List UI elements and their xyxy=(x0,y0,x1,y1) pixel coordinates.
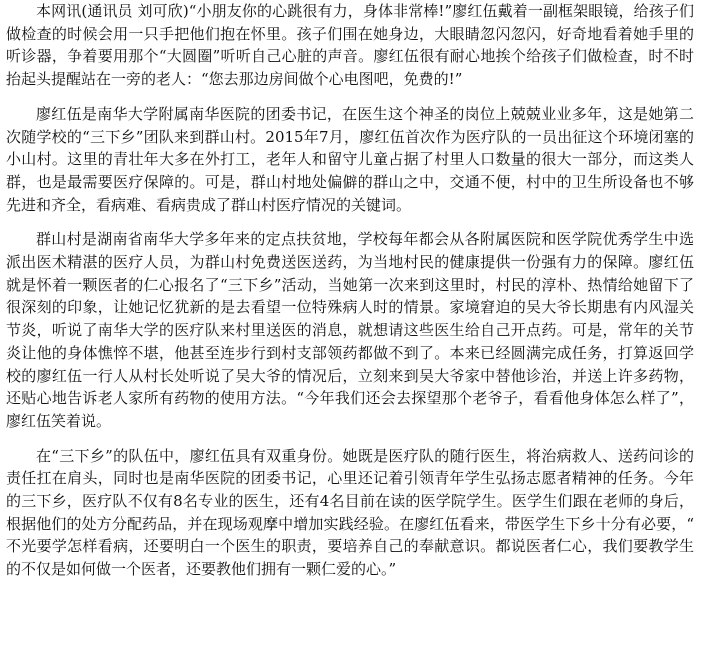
paragraph-gap xyxy=(6,216,694,228)
article-paragraph-4: 在“三下乡”的队伍中，廖红伍具有双重身份。她既是医疗队的随行医生，将治病救人、送药问诊的责任扛在肩头，同时也是南华医院的团委书记，心里还记着引领青年学生弘扬志愿者精神的任务。今年的三下乡，医疗队不仅有8名专业的医生，还有4名目前在读的医学院学生。医学生们跟在老师的身后，根据他们的处方分配药品，并在现场观摩中增加实践经验。在廖红伍看来，带医学生下乡十分有必要，“不光要学怎样看病，还要明白一个医生的职责，要培养自己的奉献意识。都说医者仁心，我们要教学生的不仅是如何做一个医者，还要教他们拥有一颗仁爱的心。” xyxy=(6,446,694,579)
paragraph-gap xyxy=(6,433,694,445)
article-paragraph-2: 廖红伍是南华大学附属南华医院的团委书记，在医生这个神圣的岗位上兢兢业业多年，这是她第二次随学校的“三下乡”团队来到群山村。2015年7月，廖红伍首次作为医疗队的一员出征这个环境闭塞的小山村。这里的青壮年大多在外打工，老年人和留守儿童占据了村里人口数量的很大一部分，而这类人群，也是最需要医疗保障的。可是，群山村地处偏僻的群山之中，交通不便，村中的卫生所设备也不够先进和齐全，看病难、看病贵成了群山村医疗情况的关键词。 xyxy=(6,104,694,214)
article-paragraph-1: 本网讯(通讯员 刘可欣)“小朋友你的心跳很有力，身体非常棒!”廖红伍戴着一副框架眼镜，给孩子们做检查的时候会用一只手把他们抱在怀里。孩子们围在她身边，大眼睛忽闪忽闪，好奇地看着她手里的听诊器，争着要用那个“大圆圈”听听自己心脏的声音。廖红伍很有耐心地挨个给孩子们做检查，时不时抬起头提醒站在一旁的老人：“您去那边房间做个心电图吧，免费的!” xyxy=(6,2,694,89)
article-paragraph-3: 群山村是湖南省南华大学多年来的定点扶贫地，学校每年都会从各附属医院和医学院优秀学生中选派出医术精湛的医疗人员，为群山村免费送医送药，为当地村民的健康提供一份强有力的保障。廖红伍就是怀着一颗医者的仁心报名了“三下乡”活动，当她第一次来到这里时，村民的淳朴、热情给她留下了很深刻的印象，让她记忆犹新的是去看望一位特殊病人时的情景。家境窘迫的吴大爷长期患有内风湿关节炎，听说了南华大学的医疗队来村里送医的消息，就想请这些医生给自己开点药。可是，常年的关节炎让他的身体憔悴不堪，他甚至连步行到村支部领药都做不到了。本来已经圆满完成任务，打算返回学校的廖红伍一行人从村长处听说了吴大爷的情况后，立刻来到吴大爷家中替他诊治，并送上许多药物，还贴心地告诉老人家所有药物的使用方法。“今年我们还会去探望那个老爷子，看看他身体怎么样了”，廖红伍笑着说。 xyxy=(6,230,694,430)
paragraph-gap xyxy=(6,91,694,103)
article-body xyxy=(6,0,694,581)
